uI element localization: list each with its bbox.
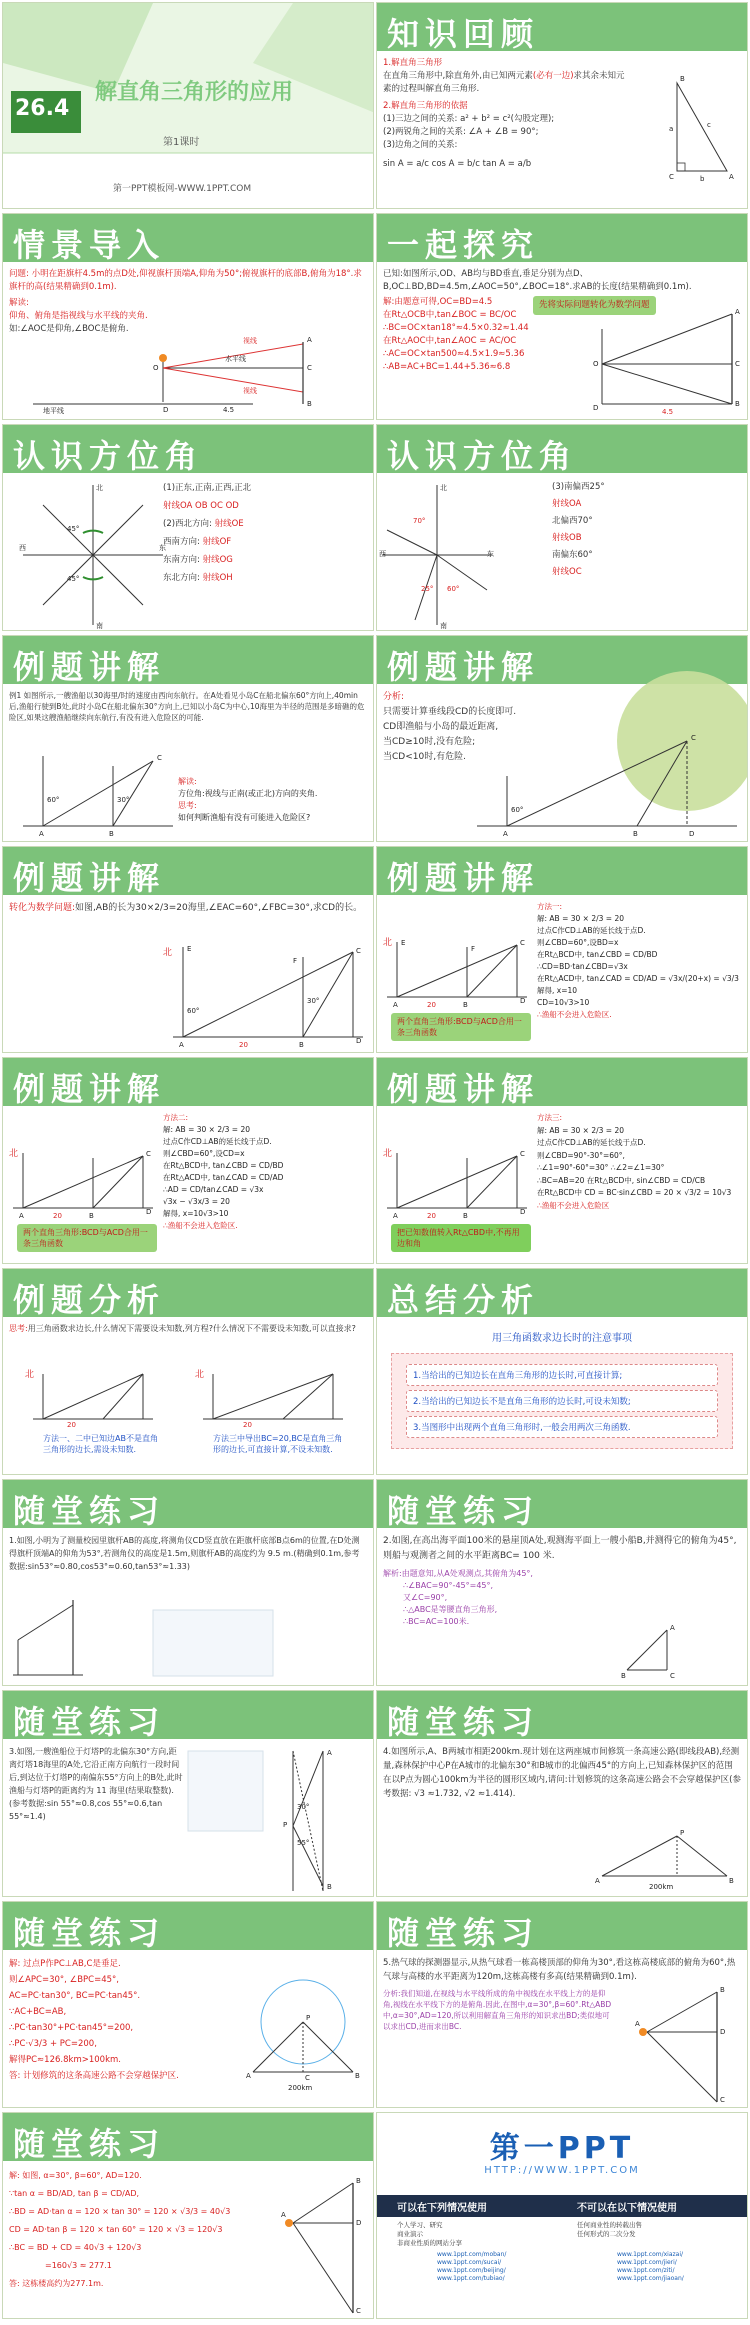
method-steps: 方法二: 解: AB = 30 × 2/3 = 20 过点C作CD⊥AB的延长线于点D. 则∠CBD=60°,设CD=x 在Rt△BCD中, tan∠CBD = CD/BD 在Rt△ACD中, tan∠CAD = CD/AD ∴AD = CD/tan∠CAD = √3x √3x − √3x/3 = 20 解得, x=10√3>10 ∴渔船不会进入危险区. — [163, 1113, 284, 1230]
practice-figure — [377, 1691, 748, 1897]
review-item-2: 2.解直角三角形的依据 — [383, 101, 468, 111]
slide-example-1[interactable] — [2, 635, 374, 842]
example-question: 例1 如图所示,一艘渔船以30海里/时的速度由西向东航行。在A处看见小岛C在船北偏东60°方向上,40min后,渔船行驶到B处,此时小岛C在船北偏东30°方向上,已知以小岛C为中心,10海里为半径的范围是多暗礁的危险区,如果这艘渔船继续向东航行,有没有进入危险区的可能. — [9, 691, 365, 722]
explore-step-1: 解:由题意可得,OC=BD=4.5 — [383, 297, 493, 307]
label-C: C — [146, 1150, 151, 1158]
label-30: 30° — [117, 796, 130, 804]
practice-figure — [3, 2113, 374, 2319]
label-F: F — [471, 945, 476, 953]
label-O: O — [593, 360, 599, 368]
method-box: 两个直角三角形:BCD与ACD合用一条三角函数 — [17, 1224, 157, 1252]
label-B: B — [327, 1883, 332, 1891]
solution-3: AC=PC·tan30°, BC=PC·tan45°. — [9, 1991, 141, 2001]
practice-figure — [377, 1902, 748, 2108]
label-O: O — [153, 364, 159, 372]
practice-figure — [377, 1480, 748, 1686]
dir-line-3: 西南方向: 射线OF — [163, 537, 232, 547]
usage-bar — [377, 2195, 747, 2217]
label-horizon: 水平线 — [225, 355, 246, 363]
slide-analysis[interactable] — [2, 1268, 374, 1475]
label-B: B — [89, 1212, 94, 1220]
slide-heading: 例题讲解 — [387, 1070, 540, 1108]
label-degree-2: 45° — [67, 575, 80, 583]
label-B: B — [463, 1212, 468, 1220]
slide-practice-2[interactable] — [376, 1479, 748, 1686]
slide-heading: 随堂练习 — [13, 1703, 166, 1741]
label-A: A — [503, 830, 508, 838]
slide-practice-1[interactable] — [2, 1479, 374, 1686]
method-note-2: 方法三中导出BC=20,BC是直角三角形的边长,可直接计算,不设未知数. — [213, 1434, 343, 1454]
label-west: 西 — [19, 544, 26, 552]
dir-line-3: 南偏东60° — [552, 550, 593, 560]
label-30: 30° — [297, 1803, 310, 1811]
label-60: 60° — [47, 796, 60, 804]
label-dist: 4.5 — [223, 406, 235, 414]
analysis-question: 思考:用三角函数求边长,什么情况下需要设未知数,列方程?什么情况下不需要设未知数,可以直接求? — [9, 1324, 356, 1333]
problem-text: 转化为数学问题:如图,AB的长为30×2/3=20海里,∠EAC=60°,∠FBC=30°,求CD的长。 — [9, 903, 363, 913]
label-sight-2: 视线 — [243, 387, 257, 395]
forbidden-list: 任何商业性的转载出售 任何形式的二次分发 — [577, 2221, 642, 2238]
slide-practice-7[interactable] — [2, 2112, 374, 2319]
label-B: B — [720, 1986, 725, 1994]
link-2[interactable]: www.1ppt.com/sucai/ — [437, 2259, 502, 2266]
explore-tip: 先将实际问题转化为数学问题 — [533, 296, 656, 315]
slide-body — [163, 479, 367, 626]
label-B: B — [621, 1672, 626, 1680]
label-C: C — [356, 2307, 361, 2315]
analysis-label: 分析: — [383, 692, 405, 702]
lesson-subtitle: 第1课时 — [163, 137, 200, 148]
label-C: C — [356, 947, 361, 955]
slide-title[interactable] — [2, 2, 374, 209]
practice-question: 4.如图所示,A、B两城市相距200km.现计划在这两座城市间修筑一条高速公路(即线段AB),经测量,森林保护中心P在A城市的北偏东30°和B城市的北偏西45°的方向上,已知森林保护区的范围在以P点为圆心100km为半径的圆形区域内,请问:计划修筑的这条高速公路会不会穿越保护区(参考数据: √3 ≈1.732, √2 ≈1.414). — [383, 1747, 741, 1799]
brand-url[interactable]: HTTP://WWW.1PPT.COM — [484, 2165, 640, 2176]
practice-sol-4: ∴△ABC是等腰直角三角形, — [403, 1605, 498, 1614]
review-rule-3: (3)边角之间的关系: — [383, 140, 458, 150]
dir-line-1: (1)正东,正南,正西,正北 — [163, 483, 252, 493]
practice-question: 5.热气球的探测器显示,从热气球看一栋高楼顶部的仰角为30°,看这栋高楼底部的俯角为60°,热气球与高楼的水平距离为120m,这栋高楼有多高(结果精确到0.1m). — [383, 1958, 736, 1982]
label-A: A — [729, 173, 734, 181]
solution-1: 解: 过点P作PC⊥AB,C是垂足. — [9, 1959, 121, 1969]
method-box: 把已知数值转入Rt△CBD中,不再用边和角 — [391, 1224, 531, 1252]
label-D: D — [163, 406, 169, 414]
review-rule-2: (2)两锐角之间的关系: ∠A + ∠B = 90°; — [383, 127, 539, 137]
scene-note-1: 仰角、俯角是指视线与水平线的夹角. — [9, 311, 148, 321]
slide-header — [377, 1269, 747, 1317]
label-55: 55° — [297, 1839, 310, 1847]
label-30: 30° — [307, 997, 320, 1005]
link-list-left — [437, 2251, 506, 2283]
slide-heading: 认识方位角 — [387, 437, 578, 475]
explore-step-2: 在Rt△OCB中,tan∠BOC = BC/OC — [383, 310, 517, 320]
label-60: 60° — [511, 806, 524, 814]
link-list-right — [617, 2251, 684, 2283]
analysis-line-2: CD即渔船与小岛的最近距离, — [383, 722, 499, 732]
label-north-2: 北 — [195, 1370, 205, 1380]
label-A: A — [670, 1624, 675, 1632]
label-C: C — [720, 2096, 725, 2104]
label-north: 北 — [96, 484, 103, 492]
dir-line-1b: 射线OA — [552, 499, 582, 509]
chapter-number: 26.4 — [15, 96, 70, 121]
practice-question: 3.如图,一艘渔船位于灯塔P的北偏东30°方向,距离灯塔18海里的A处,它沿正南方向航行一段时间后,到达位于灯塔P的南偏东55°方向上的B处,此时渔船与灯塔P的距离约为 11 海里(结果取整数).(参考数据:sin 55°≈0.8,cos 55°≈0.6,tan 55°≈1.4) — [9, 1747, 183, 1821]
solution-5: ∴BC = BD + CD = 40√3 + 120√3 — [9, 2243, 142, 2252]
slide-heading: 随堂练习 — [387, 1703, 540, 1741]
label-north: 北 — [383, 938, 393, 948]
label-B: B — [299, 1041, 304, 1049]
slide-heading: 例题讲解 — [387, 648, 540, 686]
label-A: A — [19, 1212, 24, 1220]
usage-forbidden-title: 不可以在以下情况使用 — [577, 2203, 677, 2214]
slide-heading: 随堂练习 — [13, 1914, 166, 1952]
practice-sol-2: ∴∠BAC=90°-45°=45°, — [403, 1581, 494, 1590]
practice-sol-1: 解析:由题意知,从A处观测点,其俯角为45°, — [383, 1569, 533, 1578]
practice-analysis: 分析:我们知道,在视线与水平线所成的角中视线在水平线上方的是仰角,视线在水平线下方的是俯角.因此,在图中,α=30°,β=60°.Rt△ABD中,α=30°,AD=120,所以利用解直角三角形的知识求出BD;类似地可以求出CD,进而求出BC. — [383, 1989, 612, 2031]
explore-figure — [377, 214, 748, 420]
right-triangle-figure — [377, 3, 748, 209]
label-20: 20 — [427, 1212, 436, 1220]
label-B: B — [735, 400, 740, 408]
solution-1: 解: 如图, α=30°, β=60°, AD=120. — [9, 2171, 142, 2180]
slide-example-6[interactable] — [376, 1057, 748, 1264]
label-b: b — [700, 175, 705, 183]
label-A: A — [246, 2072, 251, 2080]
slide-practice-3[interactable] — [2, 1690, 374, 1897]
slide-heading: 知识回顾 — [387, 15, 540, 53]
analysis-line-3: 当CD≥10时,没有危险; — [383, 737, 476, 747]
dir-line-3b: 射线OC — [552, 567, 582, 577]
slide-heading: 随堂练习 — [387, 1914, 540, 1952]
label-D: D — [520, 997, 526, 1005]
label-north: 北 — [440, 484, 447, 492]
label-20: 20 — [427, 1001, 436, 1009]
slide-heading: 随堂练习 — [13, 1492, 166, 1530]
label-angle-3: 60° — [447, 585, 460, 593]
review-item-1: 1.解直角三角形 — [383, 58, 443, 68]
label-C: C — [157, 754, 162, 762]
slide-example-5[interactable] — [2, 1057, 374, 1264]
link-8[interactable]: www.1ppt.com/jiaoan/ — [617, 2275, 684, 2282]
slide-explore[interactable] — [376, 213, 748, 420]
label-sight-1: 视线 — [243, 337, 257, 345]
label-B: B — [463, 1001, 468, 1009]
usage-allowed-title: 可以在下列情况使用 — [397, 2203, 487, 2214]
link-1[interactable]: www.1ppt.com/moban/ — [437, 2251, 507, 2258]
label-A: A — [595, 1877, 600, 1885]
label-B: B — [307, 400, 312, 408]
label-C: C — [669, 173, 674, 181]
label-B: B — [633, 830, 638, 838]
slide-heading: 例题讲解 — [13, 1070, 166, 1108]
label-dist: 200km — [288, 2084, 313, 2092]
review-rule-1: (1)三边之间的关系: a² + b² = c²(勾股定理); — [383, 114, 555, 124]
label-D: D — [593, 404, 599, 412]
practice-figure — [3, 1691, 374, 1897]
slide-scene[interactable] — [2, 213, 374, 420]
summary-item-1: 1.当给出的已知边长在直角三角形的边长时,可直接计算; — [406, 1364, 718, 1386]
solution-2: 则∠APC=30°, ∠BPC=45°, — [9, 1975, 119, 1985]
site-credit: 第一PPT模板网-WWW.1PPT.COM — [113, 184, 252, 194]
method-steps: 方法一: 解: AB = 30 × 2/3 = 20 过点C作CD⊥AB的延长线于点D. 则∠CBD=60°,设BD=x 在Rt△BCD中, tan∠CBD = CD/BD ∴CD=BD·tan∠CBD=√3x 在Rt△ACD中, tan∠CAD = CD/AD = √3x/(20+x) = √3/3 解得, x=10 CD=10√3>10 ∴渔船不会进入危险区. — [537, 902, 739, 1019]
label-F: F — [293, 957, 298, 965]
label-A: A — [393, 1212, 398, 1220]
practice-figure — [3, 1480, 374, 1686]
label-C: C — [691, 734, 696, 742]
practice-question: 1.如图,小明为了测量校园里旗杆AB的高度,将测角仪CD竖直放在距旗杆底部B点6m的位置,在D处测得旗杆顶端A的仰角为53°,若测角仪的高度是1.5m,则旗杆AB的高度约为 9.5 m.(精确到0.1m,参考数据:sin53°≈0.80,cos53°≈0.60,tan53°≈1.33) — [9, 1536, 360, 1571]
scene-figure — [3, 214, 374, 420]
slide-review[interactable] — [376, 2, 748, 209]
method-steps: 方法三: 解: AB = 30 × 2/3 = 20 过点C作CD⊥AB的延长线于点D. 则∠CBD=90°-30°=60°, ∴∠1=90°-60°=30° ∴∠2=∠1=30° ∴BC=AB=20 在Rt△BCD中, sin∠CBD = CD/CB 在Rt△BCD中 CD = BC·sin∠CBD = 20 × √3/2 = 10√3 ∴渔船不会进入危险区 — [537, 1113, 732, 1210]
slide-summary[interactable] — [376, 1268, 748, 1475]
label-20: 20 — [239, 1041, 248, 1049]
solution-5: ∴PC·tan30°+PC·tan45°=200, — [9, 2023, 134, 2033]
lesson-title: 解直角三角形的应用 — [95, 80, 294, 105]
analysis-line-1: 只需要计算垂线段CD的长度即可. — [383, 707, 517, 717]
label-B: B — [729, 1877, 734, 1885]
practice-figure — [3, 1902, 374, 2108]
label-P: P — [306, 2014, 311, 2022]
solution-4: ∵AC+BC=AB, — [9, 2007, 67, 2017]
label-south: 南 — [96, 622, 103, 630]
label-dist-2: 20 — [243, 1421, 252, 1429]
label-east: 东 — [159, 544, 166, 552]
slide-heading: 例题讲解 — [387, 859, 540, 897]
example-hint: 解读: 方位角:视线与正南(或正北)方向的夹角. 思考: 如何判断渔船有没有可能进入危险区? — [178, 777, 318, 822]
slide-heading: 认识方位角 — [13, 437, 204, 475]
label-west: 西 — [379, 550, 386, 558]
solution-2: ∵tan α = BD/AD, tan β = CD/AD, — [9, 2189, 140, 2198]
link-3[interactable]: www.1ppt.com/beijing/ — [437, 2267, 506, 2274]
explore-step-3: ∴BC=OC×tan18°≈4.5×0.32≈1.44 — [383, 323, 529, 333]
label-B: B — [109, 830, 114, 838]
review-rule-4: sin A = a/c cos A = b/c tan A = a/b — [383, 159, 532, 169]
label-E: E — [187, 945, 192, 953]
label-D: D — [689, 830, 695, 838]
scene-question: 问题: 小明在距旗杆4.5m的点D处,仰视旗杆顶端A,仰角为50°;俯视旗杆的底部B,俯角为18°.求旗杆的高(结果精确到0.1m). — [9, 269, 362, 292]
label-C: C — [307, 364, 312, 372]
slide-example-2[interactable] — [376, 635, 748, 842]
slide-direction-2[interactable] — [376, 424, 748, 631]
label-ground: 地平线 — [43, 407, 64, 415]
slide-practice-4[interactable] — [376, 1690, 748, 1897]
solution-6: =160√3 ≈ 277.1 — [45, 2261, 112, 2270]
label-E: E — [401, 939, 406, 947]
label-D: D — [720, 2028, 726, 2036]
dir-line-4: 东南方向: 射线OG — [163, 555, 233, 565]
label-A: A — [281, 2211, 286, 2219]
link-7[interactable]: www.1ppt.com/ziti/ — [617, 2267, 675, 2274]
label-angle-1: 70° — [413, 517, 426, 525]
label-degree-1: 45° — [67, 525, 80, 533]
label-A: A — [735, 308, 740, 316]
summary-item-2: 2.当给出的已知边长不是直角三角形的边长时,可设未知数; — [406, 1390, 718, 1412]
dir-line-1: (3)南偏西25° — [552, 482, 605, 492]
label-60: 60° — [187, 1007, 200, 1015]
slide-heading: 一起探究 — [387, 226, 540, 264]
label-C: C — [520, 939, 525, 947]
practice-sol-3: 又∠C=90°, — [403, 1593, 448, 1602]
dir-line-1b: 射线OA OB OC OD — [163, 501, 239, 511]
label-north-1: 北 — [25, 1370, 35, 1380]
label-north: 北 — [163, 948, 173, 958]
label-dist: 4.5 — [662, 408, 674, 416]
label-B: B — [680, 75, 685, 83]
slide-heading: 例题分析 — [13, 1281, 166, 1319]
label-north: 北 — [9, 1149, 19, 1159]
dir-line-2: (2)西北方向: 射线OE — [163, 519, 244, 529]
explore-step-4: 在Rt△AOC中,tan∠AOC = AC/OC — [383, 336, 517, 346]
link-6[interactable]: www.1ppt.com/jieri/ — [617, 2259, 677, 2266]
practice-sol-5: ∴BC=AC=100米. — [403, 1617, 470, 1626]
label-20: 20 — [53, 1212, 62, 1220]
review-text-1: 在直角三角形中,除直角外,由已知两元素(必有一边)求其余未知元素的过程叫解直角三角形. — [383, 71, 625, 94]
slide-direction-1[interactable] — [2, 424, 374, 631]
label-P: P — [680, 1829, 685, 1837]
label-A: A — [307, 336, 312, 344]
slide-heading: 随堂练习 — [13, 2125, 166, 2163]
slide-example-4[interactable] — [376, 846, 748, 1053]
scene-note-2: 如:∠AOC是仰角,∠BOC是俯角. — [9, 324, 129, 334]
practice-question: 2.如图,在高出海平面100米的悬崖顶A处,观测海平面上一艘小船B,并测得它的俯角为45°,则船与观测者之间的水平距离BC= 100 米. — [383, 1536, 737, 1561]
slide-body — [383, 690, 741, 837]
label-D: D — [356, 1037, 362, 1045]
method-note-1: 方法一、二中已知边AB不是直角三角形的边长,需设未知数. — [43, 1434, 158, 1454]
label-A: A — [179, 1041, 184, 1049]
explore-step-6: ∴AB=AC+BC=1.44+5.36≈6.8 — [383, 362, 511, 372]
label-A: A — [327, 1749, 332, 1757]
slide-promo[interactable] — [376, 2112, 748, 2319]
label-D: D — [146, 1208, 152, 1216]
slide-heading: 例题讲解 — [13, 859, 166, 897]
label-east: 东 — [487, 550, 494, 558]
label-C: C — [305, 2074, 310, 2082]
summary-box — [391, 1353, 733, 1449]
label-D: D — [520, 1208, 526, 1216]
label-dist-1: 20 — [67, 1421, 76, 1429]
summary-item-3: 3.当图形中出现两个直角三角形时,一般会用两次三角函数. — [406, 1416, 718, 1438]
solution-4: CD = AD·tan β = 120 × tan 60° = 120 × √3 = 120√3 — [9, 2225, 223, 2234]
explore-step-5: ∴AC=OC×tan500≈4.5×1.9≈5.36 — [383, 349, 525, 359]
label-C: C — [735, 360, 740, 368]
dir-line-2b: 射线OB — [552, 533, 582, 543]
label-C: C — [520, 1150, 525, 1158]
slide-heading: 随堂练习 — [387, 1492, 540, 1530]
slide-heading: 情景导入 — [13, 226, 166, 264]
label-north: 北 — [383, 1149, 393, 1159]
slide-heading: 例题讲解 — [13, 648, 166, 686]
slide-body — [552, 479, 741, 626]
slide-example-3[interactable] — [2, 846, 374, 1053]
slide-practice-6[interactable] — [376, 1901, 748, 2108]
label-B: B — [356, 2177, 361, 2185]
scene-solution-label: 解读: — [9, 298, 29, 308]
slide-heading: 总结分析 — [387, 1281, 540, 1319]
label-B: B — [355, 2072, 360, 2080]
solution-8: 答: 计划修筑的这条高速公路不会穿越保护区. — [9, 2071, 179, 2081]
solution-6: ∴PC·√3/3 + PC=200, — [9, 2039, 97, 2049]
label-A: A — [393, 1001, 398, 1009]
dir-line-2: 北偏西70° — [552, 516, 593, 526]
analysis-line-4: 当CD<10时,有危险. — [383, 752, 466, 762]
dir-line-5: 东北方向: 射线OH — [163, 573, 233, 583]
solution-7: 答: 这栋楼高约为277.1m. — [9, 2279, 104, 2288]
explore-question: 已知:如图所示,OD、AB均与BD垂直,垂足分别为点D、B,OC⊥BD,BD=4.5m,∠AOC=50°,∠BOC=18°.求AB的长度(结果精确到0.1m). — [383, 269, 692, 292]
label-angle-2: 25° — [421, 585, 434, 593]
link-5[interactable]: www.1ppt.com/xiazai/ — [617, 2251, 684, 2258]
label-A: A — [635, 2020, 640, 2028]
label-D: D — [356, 2219, 362, 2227]
label-A: A — [39, 830, 44, 838]
allowed-list: 个人学习、研究 商业演示 非商业性质的网站分享 — [397, 2221, 462, 2247]
link-4[interactable]: www.1ppt.com/tubiao/ — [437, 2275, 505, 2282]
brand-logo: 第一PPT — [489, 2131, 635, 2166]
solution-3: ∴BD = AD·tan α = 120 × tan 30° = 120 × √3/3 = 40√3 — [9, 2207, 231, 2216]
method-box: 两个直角三角形:BCD与ACD合用一条三角函数 — [391, 1013, 531, 1041]
label-south: 南 — [440, 622, 447, 630]
slide-practice-5[interactable] — [2, 1901, 374, 2108]
label-P: P — [283, 1821, 288, 1829]
label-dist: 200km — [649, 1883, 674, 1891]
label-a: a — [669, 125, 674, 133]
label-c: c — [707, 121, 711, 129]
solution-7: 解得PC≈126.8km>100km. — [9, 2055, 121, 2065]
summary-heading: 用三角函数求边长时的注意事项 — [492, 1333, 632, 1344]
label-C: C — [670, 1672, 675, 1680]
